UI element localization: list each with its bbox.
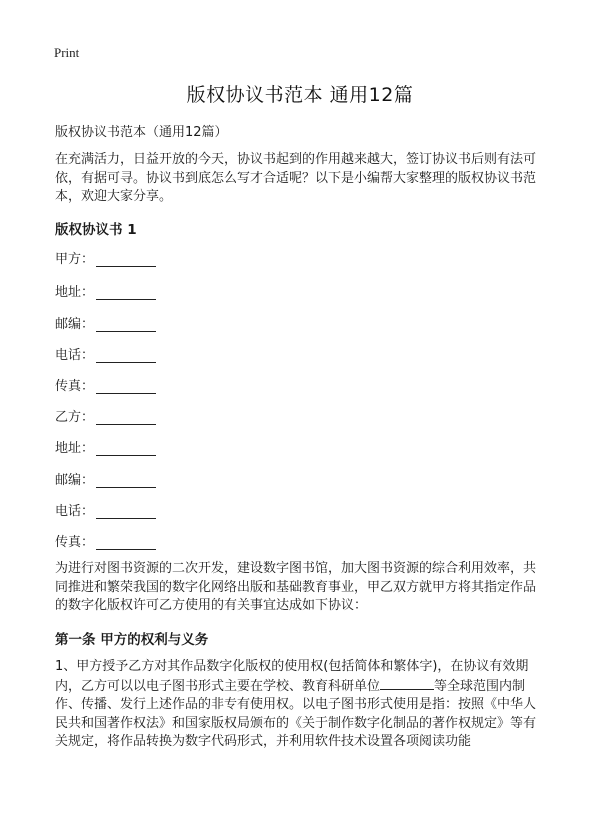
fill-blank xyxy=(96,473,156,488)
field-label: 乙方： xyxy=(55,410,95,425)
field-address-a xyxy=(55,281,156,300)
field-label: 电话： xyxy=(55,348,95,363)
clause-text-part-1: 1、甲方授予乙方对其作品数字化版权的使用权(包括简体和繁体字)，在协议有效期内，乙方可以以电子图书形式主要在学校、教育科研单位 xyxy=(55,659,529,694)
field-label: 甲方： xyxy=(55,252,95,267)
clause-text-part-2: 等全球范围内制作、传播、发行上述作品的非专有使用权。以电子图书形式使用是指：按照《中华人民共和国著作权法》和国家版权局颁布的《关于制作数字化制品的著作权规定》等有关规定，将作品转换为数字代码形式，并利用软件技术设置各项阅读功能 xyxy=(55,678,537,749)
field-label: 邮编： xyxy=(55,473,95,488)
section-heading-agreement-1: 版权协议书 1 xyxy=(55,222,137,238)
field-phone-a xyxy=(55,344,156,363)
fill-blank xyxy=(96,348,156,363)
field-label: 邮编： xyxy=(55,317,95,332)
fill-blank xyxy=(96,504,156,519)
document-title: 版权协议书范本 通用12篇 xyxy=(186,84,414,106)
article-1-clause-1 xyxy=(55,658,547,752)
article-1-heading: 第一条 甲方的权利与义务 xyxy=(55,632,209,648)
field-postcode-a xyxy=(55,313,156,332)
print-label: Print xyxy=(54,45,80,60)
field-label: 传真： xyxy=(55,535,95,550)
fill-blank xyxy=(96,535,156,550)
fill-blank xyxy=(96,379,156,394)
fill-blank xyxy=(380,677,434,690)
field-fax-a xyxy=(55,375,156,394)
fill-blank xyxy=(96,410,156,425)
field-party-a xyxy=(55,248,156,267)
field-label: 地址： xyxy=(55,285,95,300)
field-postcode-b xyxy=(55,469,156,488)
document-subtitle: 版权协议书范本（通用12篇） xyxy=(55,125,228,140)
field-label: 地址： xyxy=(55,441,95,456)
intro-paragraph: 在充满活力，日益开放的今天，协议书起到的作用越来越大，签订协议书后则有法可依，有据可寻。协议书到底怎么写才合适呢？以下是小编帮大家整理的版权协议书范本，欢迎大家分享。 xyxy=(55,152,537,204)
field-label: 传真： xyxy=(55,379,95,394)
fill-blank xyxy=(96,252,156,267)
fill-blank xyxy=(96,441,156,456)
fill-blank xyxy=(96,285,156,300)
field-fax-b xyxy=(55,531,156,550)
purpose-paragraph: 为进行对图书资源的二次开发，建设数字图书馆，加大图书资源的综合利用效率，共同推进和繁荣我国的数字化网络出版和基础教育事业，甲乙双方就甲方将其指定作品的数字化版权许可乙方使用的有关事宜达成如下协议： xyxy=(55,561,537,613)
field-label: 电话： xyxy=(55,504,95,519)
field-address-b xyxy=(55,437,156,456)
field-phone-b xyxy=(55,500,156,519)
field-party-b xyxy=(55,406,156,425)
fill-blank xyxy=(96,317,156,332)
